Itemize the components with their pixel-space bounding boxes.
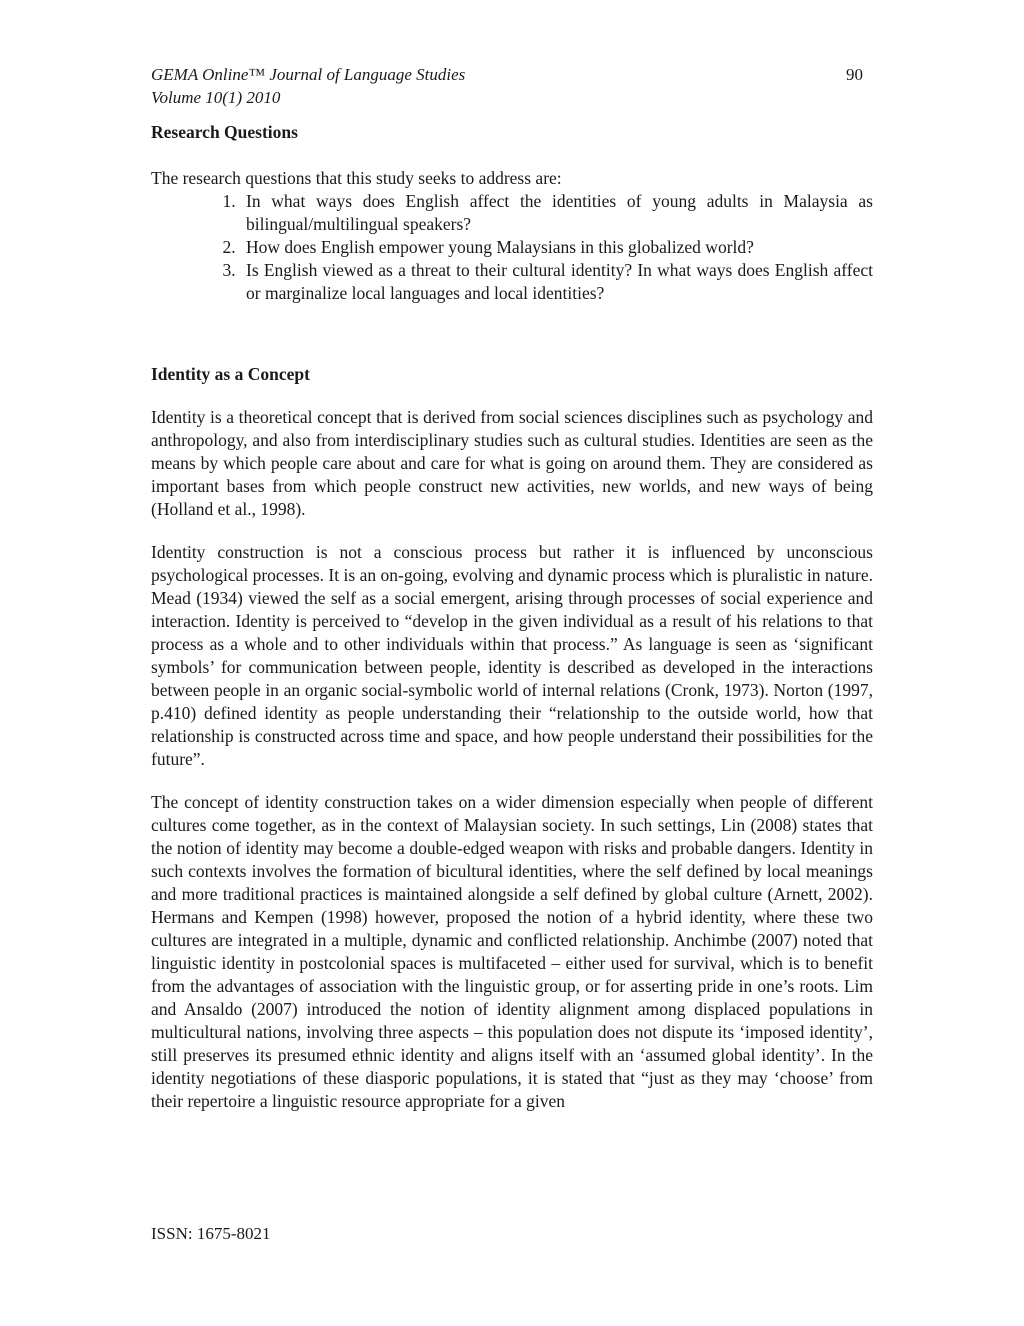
section-heading-identity-concept: Identity as a Concept xyxy=(151,364,310,384)
body-content xyxy=(151,121,873,1113)
journal-volume: Volume 10(1) 2010 xyxy=(151,88,281,107)
page-number: 90 xyxy=(846,65,863,84)
paragraph-3: The concept of identity construction takes on a wider dimension especially when people of different cultures come together, as in the context of Malaysian society. In such settings, Lin (2008) states that the notion of identity may become a double-edged weapon with risks and probable dangers. Identity in such contexts involves the formation of bicultural identities, where the self defined by local meanings and more traditional practices is maintained alongside a self defined by global culture (Arnett, 2002). Hermans and Kempen (1998) however, proposed the notion of a hybrid identity, where these two cultures are integrated in a multiple, dynamic and conflicted relationship. Anchimbe (2007) noted that linguistic identity in postcolonial spaces is multifaceted – either used for survival, which is to benefit from the advantages of association with the linguistic group, or for asserting pride in one’s roots. Lim and Ansaldo (2007) introduced the notion of identity alignment among displaced populations in multicultural nations, involving three aspects – this population does not dispute its ‘imposed identity’, still preserves its presumed ethnic identity and aligns itself with an ‘assumed global identity’. In the identity negotiations of these diasporic populations, it is stated that “just as they may ‘choose’ from their repertoire a linguistic resource appropriate for a given xyxy=(151,792,873,1111)
journal-title: GEMA Online™ Journal of Language Studies xyxy=(151,65,466,84)
running-header xyxy=(151,63,873,109)
paragraph-1: Identity is a theoretical concept that is derived from social sciences disciplines such as psychology and anthropology, and also from interdisciplinary studies such as cultural studies. Identities are seen as the means by which people care about and care for what is going on around them. They are considered as important bases from which people construct new activities, new worlds, and new ways of being (Holland et al., 1998). xyxy=(151,407,873,519)
research-questions-list xyxy=(151,190,873,305)
research-question-2: 2. How does English empower young Malaysians in this globalized world? xyxy=(240,236,873,259)
paragraph-2: Identity construction is not a conscious process but rather it is influenced by unconscious psychological processes. It is an on-going, evolving and dynamic process which is pluralistic in nature. Mead (1934) viewed the self as a social emergent, arising through processes of social experience and interaction. Identity is perceived to “develop in the given individual as a result of his relations to that process as a whole and to other individuals within that process.” As language is seen as ‘significant symbols’ for communication between people, identity is described as developed in the interactions between people in an organic social-symbolic world of internal relations (Cronk, 1973). Norton (1997, p.410) defined identity as people understanding their “relationship to the outside world, how that relationship is constructed across time and space, and how people understand their possibilities for the future”. xyxy=(151,542,873,769)
research-question-3: 3. Is English viewed as a threat to their cultural identity? In what ways does English affect or marginalize local languages and local identities? xyxy=(240,259,873,305)
section-heading-research-questions: Research Questions xyxy=(151,122,298,142)
research-question-1: 1. In what ways does English affect the identities of young adults in Malaysia as bilingual/multilingual speakers? xyxy=(240,190,873,236)
issn-footer: ISSN: 1675-8021 xyxy=(151,1224,271,1243)
questions-intro: The research questions that this study seeks to address are: xyxy=(151,168,562,188)
